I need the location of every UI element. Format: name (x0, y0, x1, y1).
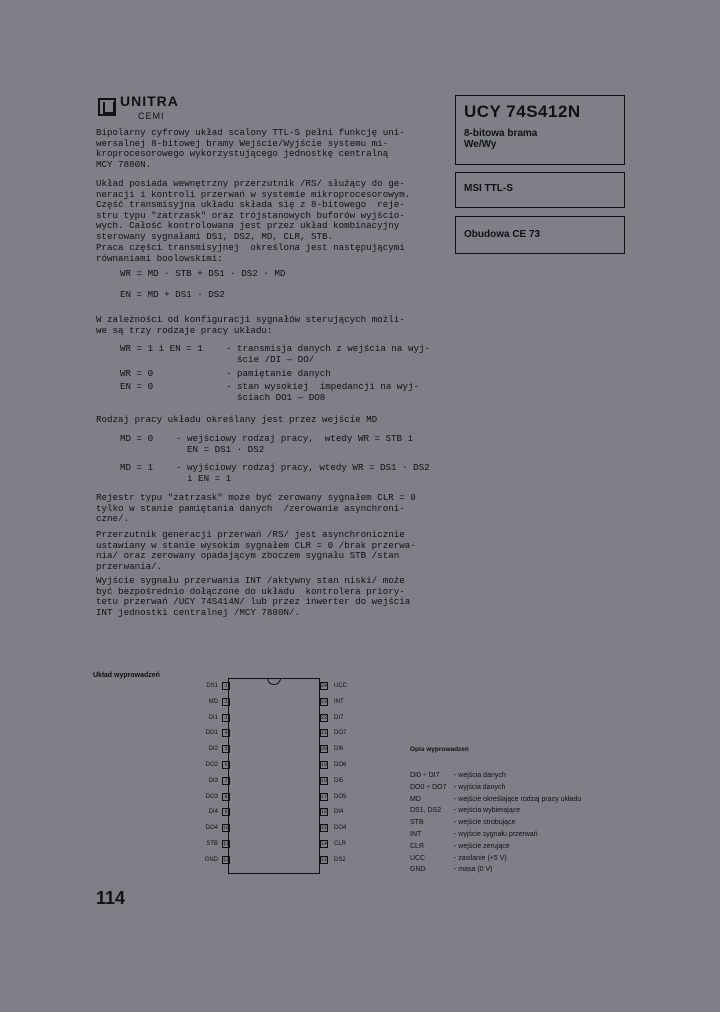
pin-number: 16 (321, 809, 328, 816)
part-number: UCY 74S412N (464, 102, 581, 121)
pin-label: DI1 (208, 714, 218, 721)
pin-label: UCC (334, 683, 347, 689)
pin-label: CLR (334, 841, 347, 847)
paragraph-7: Przerzutnik generacji przerwań /RS/ jest asynchronicznie ustawiany w stanie wysokim sygnałem CLR = 0 /brak przerwa- nia/ oraz zerowany opadającym zboczem sygnału STB /stan przerwania/. (96, 529, 416, 572)
pin-number: 15 (321, 825, 328, 832)
pin-number: 11 (223, 841, 230, 847)
pin-label: DI4 (208, 809, 218, 816)
part-description-2: We/Wy (464, 139, 497, 150)
legend-description: - wejście zerujące (454, 842, 510, 850)
legend-row (410, 853, 581, 865)
legend-description: - wejścia danych (454, 772, 506, 779)
pin-number: 21 (321, 730, 328, 737)
mode-3-condition: EN = 0 (120, 381, 154, 392)
mode-3-description: - stan wysokiej impedancji na wyj- ściach DO1 — DO8 (226, 381, 419, 403)
pin-number: 17 (321, 793, 328, 800)
pin-label: MD (208, 698, 218, 705)
pin-number: 8 (222, 793, 230, 801)
mode-2-condition: WR = 0 (120, 368, 154, 379)
pin-number: 19 (321, 762, 328, 768)
legend-row (410, 817, 581, 829)
ic-package (228, 678, 320, 874)
legend-row (410, 782, 581, 794)
legend-description: - wyjścia danych (454, 783, 506, 791)
pin-label: DI3 (208, 777, 218, 784)
page-number: 114 (96, 888, 126, 908)
family-box: MSI TTL-S (455, 172, 625, 208)
pin-number: 22 (321, 714, 328, 721)
pin-number: 3 (222, 714, 230, 722)
legend-symbol: DO0 ÷ DO7 (410, 783, 447, 791)
legend-symbol: DI0 ÷ DI7 (410, 772, 440, 779)
legend-symbol: GND (410, 866, 426, 874)
md1-condition: MD = 1 (120, 462, 154, 473)
pin-label: INT (334, 698, 344, 705)
pin-label: DO1 (205, 730, 218, 737)
legend-symbol: UCC (410, 854, 426, 862)
legend-description: - wejście określające rodzaj pracy układu (454, 795, 582, 803)
pin-label: DO5 (334, 793, 347, 800)
legend-row (410, 794, 581, 806)
part-number-box (455, 95, 625, 165)
legend-row (410, 864, 581, 876)
pin-label: DI6 (334, 746, 344, 753)
legend-row (410, 770, 581, 782)
paragraph-5: Rodzaj pracy układu określany jest przez wejście MD (96, 414, 378, 425)
pin-label: DS1 (206, 683, 218, 689)
pin-number: 18 (321, 777, 328, 784)
pin-label: DI2 (208, 746, 218, 753)
pin-label: DI5 (334, 777, 344, 784)
pin-label: DO3 (205, 793, 218, 800)
legend-symbol: MD (410, 795, 421, 803)
legend-row (410, 805, 581, 817)
legend-row (410, 829, 581, 841)
pin-label: DO4 (205, 825, 218, 832)
part-description-1: 8-bitowa brama (464, 128, 538, 139)
paragraph-4: W zależności od konfiguracji sygnałów sterujących możli- we są trzy rodzaje pracy układu: (96, 314, 405, 336)
pin-label: DO2 (205, 762, 218, 768)
mode-1-condition: WR = 1 i EN = 1 (120, 343, 203, 354)
legend-symbol: CLR (410, 842, 425, 850)
paragraph-2: Układ posiada wewnętrzny przerzutnik /RS/ służący do ge- neracji i kontroli przerwań w systemie mikroprocesorowym. Część transmisyjna układu składa się z 8-bitowego reje- stru typu "zatrzask" oraz trójstanowych buforów wyjścio- wych. Całość kontrolowana jest przez układ kombinacyjny sterowany sygnałami DS1, DS2, MD, CLR, STB. (96, 178, 411, 242)
unitra-logo (98, 93, 179, 121)
pinout-title: Układ wyprowadzeń (93, 672, 160, 679)
legend-description: - masa (0 V) (454, 866, 493, 874)
pin-label: DI7 (334, 714, 344, 721)
pin-label: DS2 (334, 856, 346, 863)
pin-label: STB (206, 841, 218, 847)
paragraph-6: Rejestr typu "zatrzask" może być zerowany sygnałem CLR = 0 tylko w stanie pamiętania danych /zerowanie asynchroni- czne/. (96, 492, 416, 524)
legend-description: - wejście strobujące (454, 819, 516, 827)
equation-wr: WR = MD · STB + DS1 · DS2 · MD (120, 268, 286, 279)
unitra-logo-icon (98, 98, 116, 116)
pin-number: 6 (222, 761, 230, 769)
legend-symbol: INT (410, 830, 422, 838)
legend-symbol: STB (410, 819, 424, 827)
pin-number: 13 (321, 856, 328, 863)
pin-label: DO7 (334, 730, 347, 737)
pin-number: 9 (222, 808, 230, 816)
pin-number: 23 (321, 698, 328, 705)
pin-label: DI4 (334, 809, 344, 816)
pin-label: DO4 (334, 825, 347, 832)
pin-number: 12 (223, 856, 230, 863)
logo-name: UNITRA (120, 93, 179, 109)
package-box: Obudowa CE 73 (455, 216, 625, 254)
pin-number: 5 (222, 745, 230, 753)
mode-1-description: - transmisja danych z wejścia na wyj- ście /DI — DO/ (226, 343, 430, 365)
paragraph-3: Praca części transmisyjnej określona jest następującymi równaniami boolowskimi: (96, 242, 405, 264)
pin-number: 7 (222, 777, 230, 785)
legend-description: - zasilanie (+5 V) (454, 854, 507, 862)
paragraph-8: Wyjście sygnału przerwania INT /aktywny stan niski/ może być bezpośrednio dołączone do układu kontrolera priory- tetu przerwań /UCY 74S414N/ lub przez inwerter do wejścia INT jednostki centralnej /MCY 7880N/. (96, 575, 411, 618)
legend-row (410, 841, 581, 853)
pin-number: 2 (222, 698, 230, 706)
md1-description: - wyjściowy rodzaj pracy, wtedy WR = DS1 · DS2 i EN = 1 (176, 462, 430, 484)
legend-symbol: DS1, DS2 (410, 807, 442, 815)
logo-sub: CEMI (138, 111, 165, 121)
pin-label: GND (204, 856, 218, 863)
mode-2-description: - pamiętanie danych (226, 368, 331, 379)
pin-number: 1 (222, 682, 230, 690)
pin-number: 10 (223, 825, 230, 832)
md0-description: - wejściowy rodzaj pracy, wtedy WR = STB i EN = DS1 · DS2 (176, 433, 414, 455)
pin-number: 4 (222, 729, 230, 737)
legend-list (410, 770, 581, 876)
pin-label: DO6 (334, 762, 347, 768)
legend-description: - wyjście sygnału przerwań (454, 830, 538, 838)
pin-number: 24 (321, 683, 328, 689)
pin-number: 20 (321, 746, 328, 753)
pin-number: 14 (321, 841, 328, 847)
equation-en: EN = MD + DS1 · DS2 (120, 289, 225, 300)
legend-title: Opis wyprowadzeń (410, 746, 469, 753)
paragraph-1: Bipolarny cyfrowy układ scalony TTL-S pełni funkcję uni- wersalnej 8-bitowej bramy Wejście/Wyjście systemu mi- kroprocesorowego wykorzystującego jednostkę centralną MCY 7880N. (96, 127, 405, 170)
chip-notch (267, 678, 281, 685)
legend-description: - wejścia wybierające (454, 807, 521, 815)
md0-condition: MD = 0 (120, 433, 154, 444)
